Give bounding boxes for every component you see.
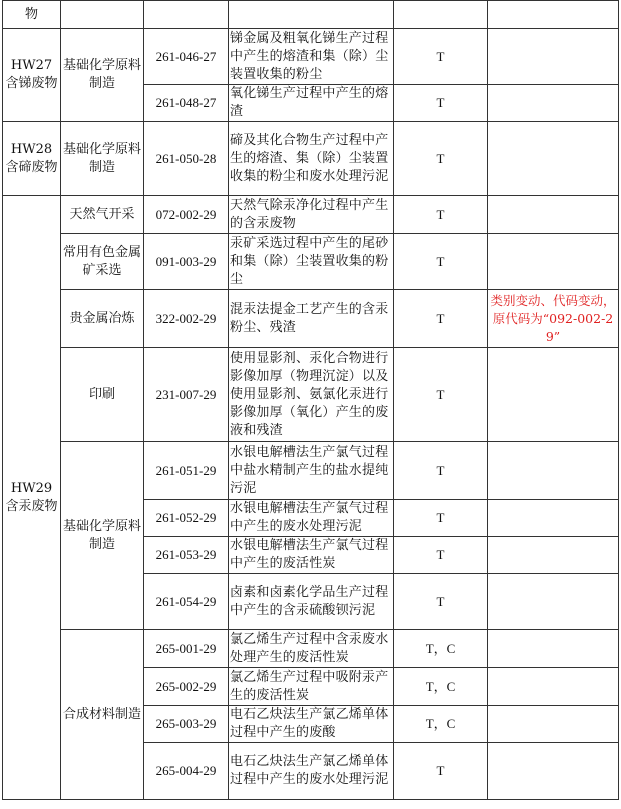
remark-cell bbox=[488, 122, 619, 196]
hazard-feature-cell: T，C bbox=[394, 706, 488, 743]
waste-category-cell: 物 bbox=[3, 1, 61, 29]
waste-source-cell: 天然气除汞净化过程中产生的含汞废物 bbox=[229, 196, 394, 234]
waste-code-cell: 072-002-29 bbox=[144, 196, 229, 234]
waste-code-cell: 091-003-29 bbox=[144, 234, 229, 290]
industry-cell: 贵金属冶炼 bbox=[61, 290, 144, 348]
waste-code-cell: 322-002-29 bbox=[144, 290, 229, 348]
remark-cell: 类别变动、代码变动，原代码为“092-002-29” bbox=[488, 290, 619, 348]
waste-category-cell: HW28 含碲废物 bbox=[3, 122, 61, 196]
waste-code-cell: 265-004-29 bbox=[144, 743, 229, 800]
waste-source-cell: 水银电解槽法生产氯气过程中产生的废水处理污泥 bbox=[229, 500, 394, 537]
table-row bbox=[3, 196, 619, 234]
table-row bbox=[3, 234, 619, 290]
waste-source-cell: 水银电解槽法生产氯气过程中产生的废活性炭 bbox=[229, 537, 394, 574]
waste-source-cell: 使用显影剂、汞化合物进行影像加厚（物理沉淀）以及使用显影剂、氨氯化汞进行影像加厚（氧化）产生的废液和残渣 bbox=[229, 348, 394, 442]
table-row bbox=[3, 1, 619, 29]
waste-code-cell: 261-052-29 bbox=[144, 500, 229, 537]
hazard-feature-cell: T bbox=[394, 122, 488, 196]
waste-source-cell: 碲及其化合物生产过程中产生的熔渣、集（除）尘装置收集的粉尘和废水处理污泥 bbox=[229, 122, 394, 196]
table-row bbox=[3, 442, 619, 500]
table-row bbox=[3, 630, 619, 668]
industry-cell: 合成材料制造 bbox=[61, 630, 144, 800]
hazard-feature-cell: T bbox=[394, 500, 488, 537]
waste-code-cell: 265-003-29 bbox=[144, 706, 229, 743]
table-row bbox=[3, 290, 619, 348]
waste-category-cell: HW27 含锑废物 bbox=[3, 29, 61, 122]
industry-cell: 基础化学原料制造 bbox=[61, 29, 144, 122]
note-cell bbox=[488, 1, 619, 29]
hazard-feature-cell: T bbox=[394, 574, 488, 630]
waste-source-cell: 氯乙烯生产过程中含汞废水处理产生的废活性炭 bbox=[229, 630, 394, 668]
waste-source-cell: 锑金属及粗氧化锑生产过程中产生的熔渣和集（除）尘装置收集的粉尘 bbox=[229, 29, 394, 85]
waste-code-cell: 261-046-27 bbox=[144, 29, 229, 85]
hazard-feature-cell: T bbox=[394, 442, 488, 500]
table-row bbox=[3, 29, 619, 85]
remark-cell bbox=[488, 537, 619, 574]
remark-cell bbox=[488, 706, 619, 743]
hazard-feature-cell: T bbox=[394, 348, 488, 442]
hazard-feature-cell: T，C bbox=[394, 668, 488, 706]
industry-cell: 天然气开采 bbox=[61, 196, 144, 234]
hazard-feature-cell: T bbox=[394, 234, 488, 290]
source-cell bbox=[229, 1, 394, 29]
hazardous-waste-table bbox=[2, 0, 619, 800]
waste-category-cell: HW29 含汞废物 bbox=[3, 196, 61, 800]
waste-code-cell: 261-054-29 bbox=[144, 574, 229, 630]
hazard-feature-cell: T bbox=[394, 743, 488, 800]
industry-cell: 基础化学原料制造 bbox=[61, 122, 144, 196]
waste-source-cell: 电石乙炔法生产氯乙烯单体过程中产生的废水处理污泥 bbox=[229, 743, 394, 800]
waste-code-cell: 265-002-29 bbox=[144, 668, 229, 706]
remark-cell bbox=[488, 630, 619, 668]
hazard-feature-cell: T bbox=[394, 290, 488, 348]
waste-code-cell: 231-007-29 bbox=[144, 348, 229, 442]
hazard-feature-cell: T，C bbox=[394, 630, 488, 668]
waste-code-cell: 261-050-28 bbox=[144, 122, 229, 196]
remark-cell bbox=[488, 85, 619, 122]
waste-source-cell: 电石乙炔法生产氯乙烯单体过程中产生的废酸 bbox=[229, 706, 394, 743]
feature-cell bbox=[394, 1, 488, 29]
waste-source-cell: 混汞法提金工艺产生的含汞粉尘、残渣 bbox=[229, 290, 394, 348]
hazard-feature-cell: T bbox=[394, 196, 488, 234]
waste-source-cell: 水银电解槽法生产氯气过程中盐水精制产生的盐水提纯污泥 bbox=[229, 442, 394, 500]
table-body bbox=[3, 1, 619, 800]
table-row bbox=[3, 122, 619, 196]
table-row bbox=[3, 348, 619, 442]
waste-code-cell: 261-053-29 bbox=[144, 537, 229, 574]
remark-cell bbox=[488, 574, 619, 630]
remark-cell bbox=[488, 196, 619, 234]
industry-cell: 基础化学原料制造 bbox=[61, 442, 144, 630]
industry-cell: 常用有色金属矿采选 bbox=[61, 234, 144, 290]
waste-code-cell: 261-048-27 bbox=[144, 85, 229, 122]
waste-source-cell: 汞矿采选过程中产生的尾砂和集（除）尘装置收集的粉尘 bbox=[229, 234, 394, 290]
waste-code-cell: 261-051-29 bbox=[144, 442, 229, 500]
hazard-feature-cell: T bbox=[394, 537, 488, 574]
remark-cell bbox=[488, 348, 619, 442]
remark-cell bbox=[488, 234, 619, 290]
remark-cell bbox=[488, 442, 619, 500]
waste-source-cell: 氧化锑生产过程中产生的熔渣 bbox=[229, 85, 394, 122]
remark-cell bbox=[488, 743, 619, 800]
waste-source-cell: 氯乙烯生产过程中吸附汞产生的废活性炭 bbox=[229, 668, 394, 706]
remark-cell bbox=[488, 668, 619, 706]
waste-code-cell: 265-001-29 bbox=[144, 630, 229, 668]
industry-cell bbox=[61, 1, 144, 29]
remark-cell bbox=[488, 500, 619, 537]
industry-cell: 印刷 bbox=[61, 348, 144, 442]
remark-cell bbox=[488, 29, 619, 85]
code-cell bbox=[144, 1, 229, 29]
hazard-feature-cell: T bbox=[394, 29, 488, 85]
waste-source-cell: 卤素和卤素化学品生产过程中产生的含汞硫酸钡污泥 bbox=[229, 574, 394, 630]
hazard-feature-cell: T bbox=[394, 85, 488, 122]
